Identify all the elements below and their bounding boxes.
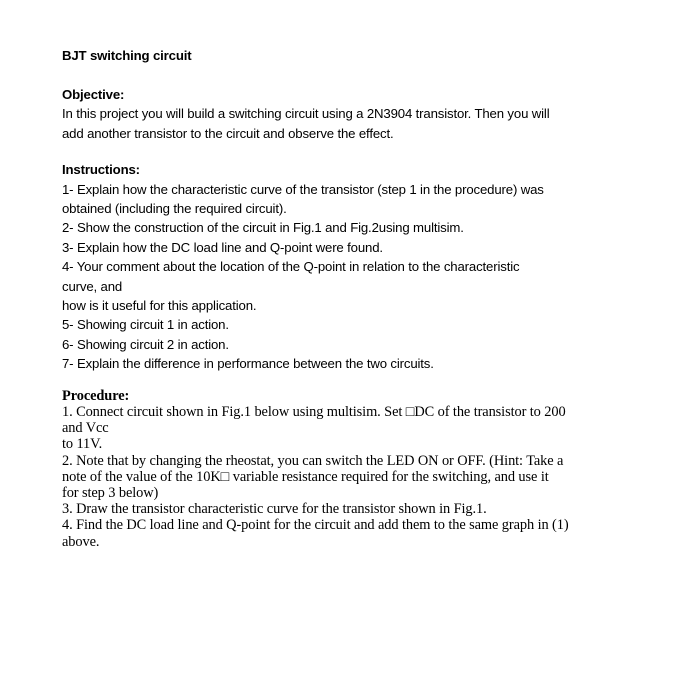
procedure-line: 4. Find the DC load line and Q-point for the circuit and add them to the same graph in (1) xyxy=(62,517,569,534)
procedure-line: above. xyxy=(62,533,100,550)
procedure-heading: Procedure: xyxy=(62,387,130,404)
instructions-heading: Instructions: xyxy=(62,162,140,178)
instruction-line: how is it useful for this application. xyxy=(62,298,257,314)
instruction-line: 1- Explain how the characteristic curve of the transistor (step 1 in the procedure) was xyxy=(62,181,544,197)
objective-heading: Objective: xyxy=(62,87,125,102)
procedure-line: for step 3 below) xyxy=(62,484,159,501)
procedure-line: note of the value of the 10K□ variable resistance required for the switching, and use it xyxy=(62,468,549,485)
objective-line: add another transistor to the circuit and observe the effect. xyxy=(62,125,394,141)
instruction-line: 4- Your comment about the location of the Q-point in relation to the characteristic xyxy=(62,259,520,275)
procedure-line: 1. Connect circuit shown in Fig.1 below using multisim. Set □DC of the transistor to 200 xyxy=(62,403,566,420)
procedure-line: 2. Note that by changing the rheostat, you can switch the LED ON or OFF. (Hint: Take a xyxy=(62,452,564,469)
procedure-line: 3. Draw the transistor characteristic curve for the transistor shown in Fig.1. xyxy=(62,501,487,518)
procedure-line: to 11V. xyxy=(62,436,103,453)
instructions-section xyxy=(62,160,642,373)
instruction-line: 6- Showing circuit 2 in action. xyxy=(62,336,229,352)
objective-line: In this project you will build a switching circuit using a 2N3904 transistor. Then you will xyxy=(62,106,550,122)
spacer xyxy=(62,143,642,160)
instruction-line: 7- Explain the difference in performance between the two circuits. xyxy=(62,356,434,372)
spacer xyxy=(62,66,642,85)
objective-section xyxy=(62,85,642,143)
procedure-section xyxy=(62,388,642,550)
instruction-line: 3- Explain how the DC load line and Q-point were found. xyxy=(62,239,383,255)
instruction-line: curve, and xyxy=(62,278,123,294)
document-title: BJT switching circuit xyxy=(62,48,192,63)
procedure-line: and Vcc xyxy=(62,420,109,437)
instruction-line: obtained (including the required circuit). xyxy=(62,201,287,217)
spacer xyxy=(62,374,642,388)
instruction-line: 2- Show the construction of the circuit in Fig.1 and Fig.2using multisim. xyxy=(62,220,464,236)
instruction-line: 5- Showing circuit 1 in action. xyxy=(62,317,229,333)
document-page xyxy=(62,46,642,550)
